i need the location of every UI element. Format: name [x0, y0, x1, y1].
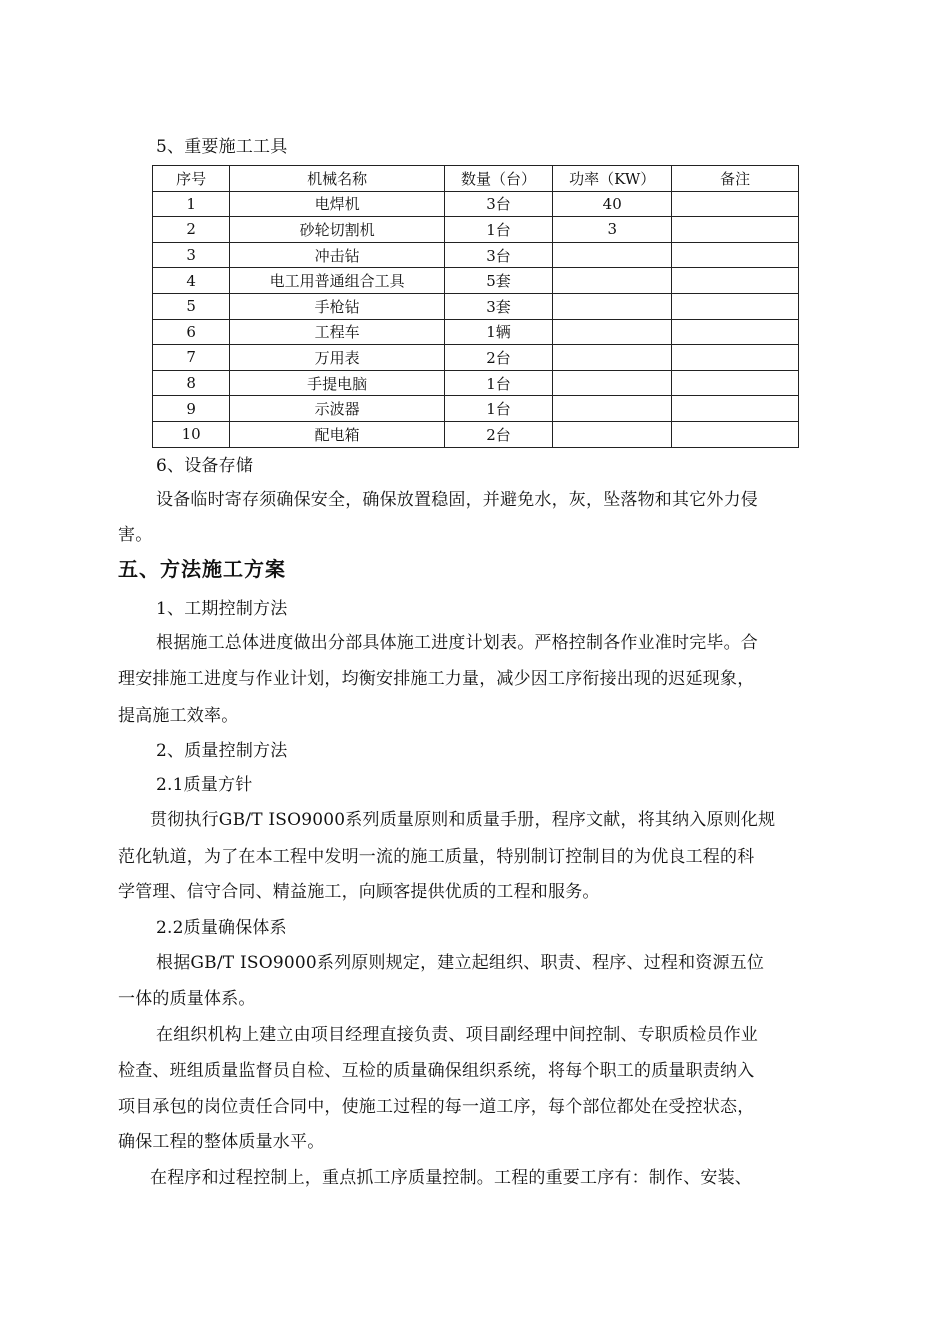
system-paragraph-line: 根据GB/T ISO9000系列原则规定，建立起组织、职责、程序、过程和资源五位 [156, 953, 765, 973]
table-row [153, 191, 799, 217]
table-row [153, 370, 799, 396]
cell-remark [672, 268, 799, 294]
cell-index: 9 [153, 396, 230, 422]
cell-power [553, 242, 672, 268]
cell-index: 8 [153, 370, 230, 396]
table-row [153, 396, 799, 422]
org-paragraph-line: 在组织机构上建立由项目经理直接负责、项目副经理中间控制、专职质检员作业 [156, 1025, 758, 1045]
process-paragraph-line: 在程序和过程控制上，重点抓工序质量控制。工程的重要工序有：制作、安装、 [150, 1168, 752, 1188]
policy-paragraph-line: 贯彻执行GB/T ISO9000系列质量原则和质量手册，程序文献，将其纳入原则化规 [150, 810, 776, 830]
cell-quantity: 3套 [444, 293, 552, 319]
tools-table [152, 165, 799, 448]
cell-remark [672, 217, 799, 243]
schedule-paragraph-line: 理安排施工进度与作业计划，均衡安排施工力量，减少因工序衔接出现的迟延现象， [118, 669, 755, 689]
cell-name: 工程车 [230, 319, 445, 345]
cell-power [553, 268, 672, 294]
schedule-heading: 1、工期控制方法 [156, 599, 288, 619]
cell-name: 万用表 [230, 345, 445, 371]
storage-heading: 6、设备存储 [156, 456, 254, 476]
cell-remark [672, 345, 799, 371]
schedule-paragraph-line: 提高施工效率。 [118, 706, 239, 726]
cell-index: 3 [153, 242, 230, 268]
cell-remark [672, 191, 799, 217]
cell-quantity: 2台 [444, 421, 552, 447]
table-row [153, 217, 799, 243]
cell-index: 10 [153, 421, 230, 447]
org-paragraph-line: 确保工程的整体质量水平。 [118, 1132, 325, 1152]
cell-quantity: 1台 [444, 396, 552, 422]
tools-heading: 5、重要施工工具 [156, 137, 288, 157]
cell-remark [672, 319, 799, 345]
cell-power: 40 [553, 191, 672, 217]
policy-paragraph-line: 范化轨道，为了在本工程中发明一流的施工质量，特别制订控制目的为优良工程的科 [118, 847, 755, 867]
cell-index: 5 [153, 293, 230, 319]
cell-power [553, 345, 672, 371]
cell-index: 1 [153, 191, 230, 217]
quality-heading: 2、质量控制方法 [156, 741, 288, 761]
cell-name: 配电箱 [230, 421, 445, 447]
cell-power [553, 421, 672, 447]
system-heading: 2.2质量确保体系 [156, 918, 287, 938]
cell-index: 2 [153, 217, 230, 243]
cell-remark [672, 370, 799, 396]
cell-power: 3 [553, 217, 672, 243]
header-cell-name: 机械名称 [230, 166, 445, 192]
table-row [153, 242, 799, 268]
policy-heading: 2.1质量方针 [156, 775, 253, 795]
cell-remark [672, 242, 799, 268]
cell-quantity: 3台 [444, 242, 552, 268]
cell-name: 电焊机 [230, 191, 445, 217]
header-cell-power: 功率（KW） [553, 166, 672, 192]
org-paragraph-line: 项目承包的岗位责任合同中，使施工过程的每一道工序，每个部位都处在受控状态， [118, 1097, 755, 1117]
cell-remark [672, 396, 799, 422]
cell-power [553, 370, 672, 396]
table-row [153, 421, 799, 447]
table-header-row [153, 166, 799, 192]
header-cell-quantity: 数量（台） [444, 166, 552, 192]
cell-name: 示波器 [230, 396, 445, 422]
system-paragraph-line: 一体的质量体系。 [118, 989, 256, 1009]
header-cell-index: 序号 [153, 166, 230, 192]
cell-name: 冲击钻 [230, 242, 445, 268]
table-row [153, 345, 799, 371]
schedule-paragraph-line: 根据施工总体进度做出分部具体施工进度计划表。严格控制各作业准时完毕。合 [156, 633, 758, 653]
cell-name: 手枪钻 [230, 293, 445, 319]
cell-index: 7 [153, 345, 230, 371]
table-row [153, 268, 799, 294]
header-cell-remark: 备注 [672, 166, 799, 192]
cell-quantity: 3台 [444, 191, 552, 217]
chapter-heading: 五、方法施工方案 [118, 557, 286, 581]
storage-paragraph-line: 害。 [118, 525, 153, 545]
cell-power [553, 293, 672, 319]
cell-remark [672, 421, 799, 447]
table-row [153, 293, 799, 319]
cell-index: 4 [153, 268, 230, 294]
storage-paragraph-line: 设备临时寄存须确保安全，确保放置稳固，并避免水，灰，坠落物和其它外力侵 [156, 490, 758, 510]
cell-power [553, 319, 672, 345]
cell-power [553, 396, 672, 422]
cell-quantity: 1台 [444, 370, 552, 396]
cell-quantity: 1台 [444, 217, 552, 243]
cell-remark [672, 293, 799, 319]
cell-quantity: 2台 [444, 345, 552, 371]
cell-quantity: 5套 [444, 268, 552, 294]
org-paragraph-line: 检查、班组质量监督员自检、互检的质量确保组织系统，将每个职工的质量职责纳入 [118, 1061, 755, 1081]
cell-name: 手提电脑 [230, 370, 445, 396]
policy-paragraph-line: 学管理、信守合同、精益施工，向顾客提供优质的工程和服务。 [118, 882, 600, 902]
cell-index: 6 [153, 319, 230, 345]
cell-name: 砂轮切割机 [230, 217, 445, 243]
table-row [153, 319, 799, 345]
cell-name: 电工用普通组合工具 [230, 268, 445, 294]
cell-quantity: 1辆 [444, 319, 552, 345]
